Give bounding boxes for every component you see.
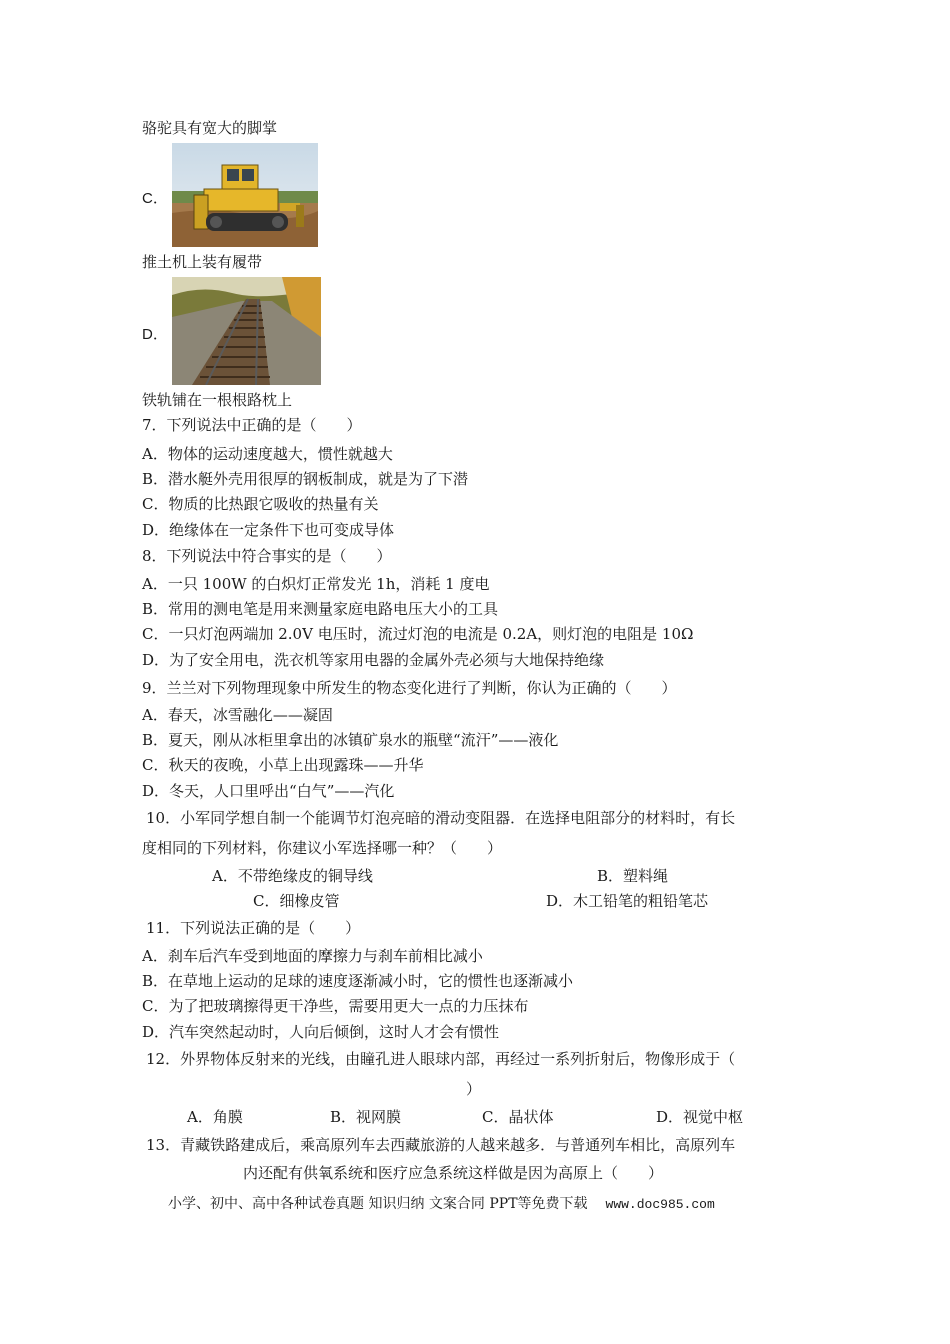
q7-stem: 7．下列说法中正确的是（ ） (142, 416, 362, 434)
q8-option-b: B．常用的测电笔是用来测量家庭电路电压大小的工具 (142, 600, 499, 618)
q10-option-b: B．塑料绳 (597, 867, 669, 885)
railway-sleepers-image (172, 277, 321, 385)
q7-option-b: B．潜水艇外壳用很厚的钢板制成，就是为了下潜 (142, 470, 469, 488)
q8-stem: 8．下列说法中符合事实的是（ ） (142, 547, 392, 565)
q6-option-b-caption: 骆驼具有宽大的脚掌 (142, 119, 278, 137)
q12-stem-line1: 12．外界物体反射来的光线，由瞳孔进人眼球内部，再经过一系列折射后，物像形成于（ (146, 1050, 736, 1068)
q11-option-a: A．刹车后汽车受到地面的摩擦力与刹车前相比减小 (142, 947, 483, 965)
q9-option-a: A．春天，冰雪融化——凝固 (142, 706, 333, 724)
q13-stem-line1: 13．青藏铁路建成后，乘高原列车去西藏旅游的人越来越多．与普通列车相比，高原列车 (146, 1136, 736, 1154)
q10-option-d: D．木工铅笔的粗铅笔芯 (546, 892, 709, 910)
q7-option-a: A．物体的运动速度越大，惯性就越大 (142, 445, 393, 463)
q13-stem-line2: 内还配有供氧系统和医疗应急系统这样做是因为高原上（ ） (243, 1164, 664, 1182)
q7-option-c: C．物质的比热跟它吸收的热量有关 (142, 495, 379, 513)
q12-option-d: D．视觉中枢 (656, 1108, 744, 1126)
q6-option-d-caption: 铁轨铺在一根根路枕上 (142, 391, 293, 409)
q6-option-c-label: C． (142, 190, 168, 207)
q12-option-b: B．视网膜 (330, 1108, 402, 1126)
q6-option-d-label: D． (142, 326, 168, 343)
q8-option-a: A．一只 100W 的白炽灯正常发光 1h，消耗 1 度电 (142, 575, 490, 593)
footer-url[interactable]: www.doc985.com (605, 1197, 715, 1212)
q10-option-a: A．不带绝缘皮的铜导线 (212, 867, 373, 885)
q12-option-a: A．角膜 (187, 1108, 243, 1126)
q11-option-d: D．汽车突然起动时，人向后倾倒，这时人才会有惯性 (142, 1023, 500, 1041)
q12-stem-line2: ） (466, 1080, 482, 1098)
q12-option-c: C．晶状体 (482, 1108, 554, 1126)
q9-option-b: B．夏天，刚从冰柜里拿出的冰镇矿泉水的瓶壁“流汗”——液化 (142, 731, 559, 749)
footer-text: 小学、初中、高中各种试卷真题 知识归纳 文案合同 PPT等免费下载 (168, 1196, 588, 1212)
q11-option-c: C．为了把玻璃擦得更干净些，需要用更大一点的力压抹布 (142, 997, 529, 1015)
q6-option-c-caption: 推土机上装有履带 (142, 253, 263, 271)
q11-option-b: B．在草地上运动的足球的速度逐渐减小时，它的惯性也逐渐减小 (142, 972, 574, 990)
q8-option-c: C．一只灯泡两端加 2.0V 电压时，流过灯泡的电流是 0.2A，则灯泡的电阻是 10Ω (142, 625, 694, 643)
q9-option-d: D．冬天，人口里呼出“白气”——汽化 (142, 782, 395, 800)
q10-stem-line2: 度相同的下列材料，你建议小军选择哪一种？（ ） (142, 839, 503, 857)
q8-option-d: D．为了安全用电，洗衣机等家用电器的金属外壳必须与大地保持绝缘 (142, 651, 605, 669)
q7-option-d: D．绝缘体在一定条件下也可变成导体 (142, 521, 395, 539)
q10-option-c: C．细橡皮管 (253, 892, 340, 910)
q10-stem-line1: 10．小军同学想自制一个能调节灯泡亮暗的滑动变阻器．在选择电阻部分的材料时，有长 (146, 809, 736, 827)
q9-option-c: C．秋天的夜晚，小草上出现露珠——升华 (142, 756, 424, 774)
bulldozer-image (172, 143, 318, 247)
q9-stem: 9．兰兰对下列物理现象中所发生的物态变化进行了判断，你认为正确的（ ） (142, 679, 677, 697)
page-footer (168, 1193, 715, 1213)
q11-stem: 11．下列说法正确的是（ ） (146, 919, 361, 937)
